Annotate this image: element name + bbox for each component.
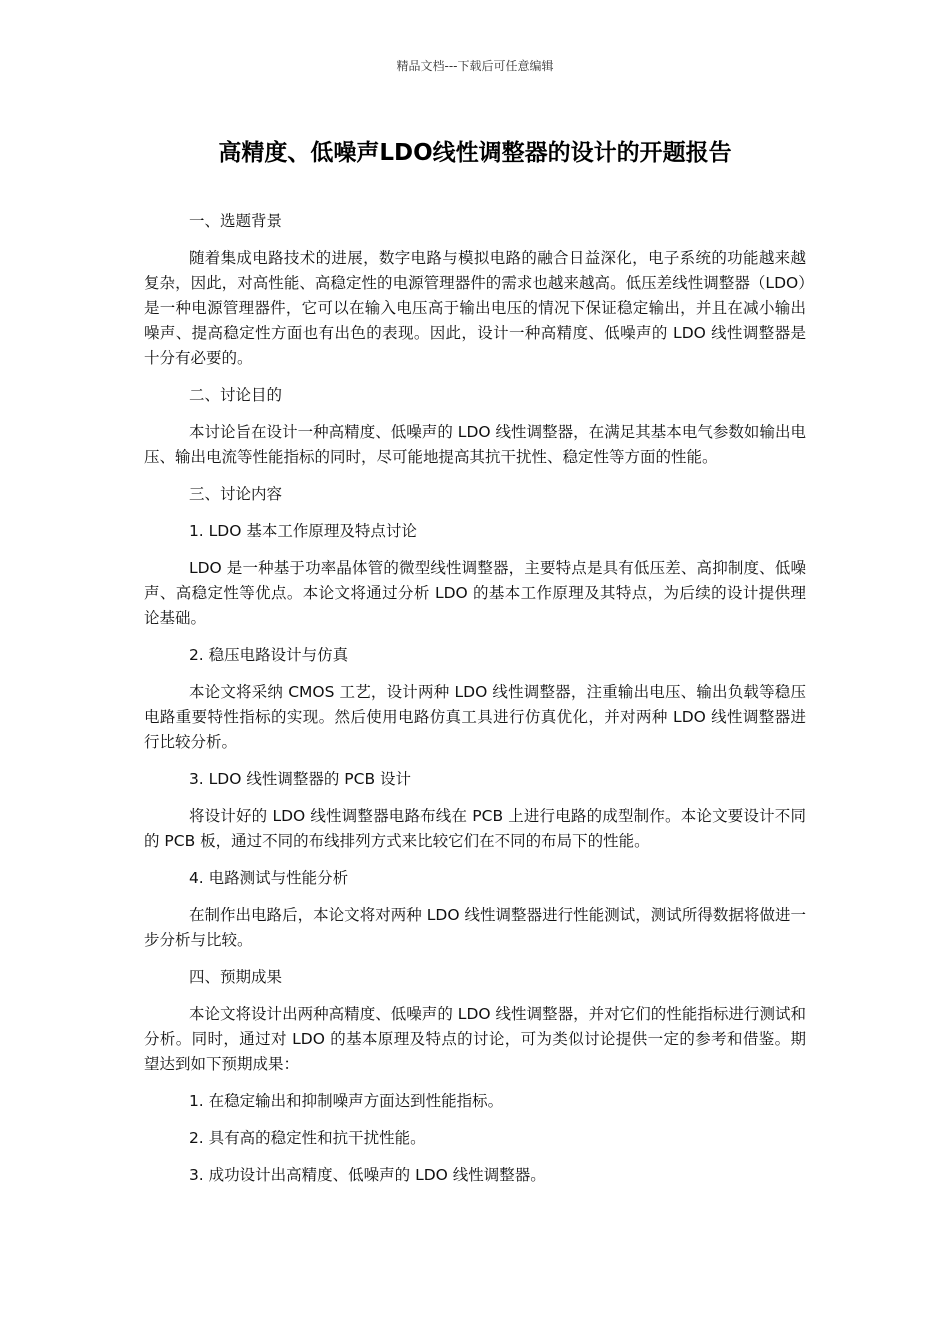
outcome-item: 2. 具有高的稳定性和抗干扰性能。 <box>188 1129 426 1147</box>
outcome-item: 3. 成功设计出高精度、低噪声的 LDO 线性调整器。 <box>188 1166 546 1184</box>
subsection-heading-principle: 1. LDO 基本工作原理及特点讨论 <box>188 522 417 540</box>
section-heading-purpose: 二、讨论目的 <box>188 386 282 404</box>
section-heading-outcomes: 四、预期成果 <box>188 968 282 986</box>
document-title: 高精度、低噪声LDO线性调整器的设计的开题报告 <box>218 140 732 166</box>
paragraph-outcomes: 本论文将设计出两种高精度、低噪声的 LDO 线性调整器，并对它们的性能指标进行测试和分析。同时，通过对 LDO 的基本原理及特点的讨论，可为类似讨论提供一定的参考和借鉴。期望达到如下预期成果： <box>144 1005 806 1073</box>
paragraph-background: 随着集成电路技术的进展，数字电路与模拟电路的融合日益深化，电子系统的功能越来越复杂，因此，对高性能、高稳定性的电源管理器件的需求也越来越高。低压差线性调整器（LDO）是一种电源管理器件，它可以在输入电压高于输出电压的情况下保证稳定输出，并且在减小输出噪声、提高稳定性方面也有出色的表现。因此，设计一种高精度、低噪声的 LDO 线性调整器是十分有必要的。 <box>144 249 806 367</box>
paragraph-pcb: 将设计好的 LDO 线性调整器电路布线在 PCB 上进行电路的成型制作。本论文要设计不同的 PCB 板，通过不同的布线排列方式来比较它们在不同的布局下的性能。 <box>144 807 806 850</box>
paragraph-principle: LDO 是一种基于功率晶体管的微型线性调整器，主要特点是具有低压差、高抑制度、低噪声、高稳定性等优点。本论文将通过分析 LDO 的基本工作原理及其特点，为后续的设计提供理论基础。 <box>144 559 806 627</box>
section-heading-background: 一、选题背景 <box>188 212 282 230</box>
document-body <box>144 209 806 1200</box>
subsection-heading-pcb: 3. LDO 线性调整器的 PCB 设计 <box>188 770 412 788</box>
paragraph-design: 本论文将采纳 CMOS 工艺，设计两种 LDO 线性调整器，注重输出电压、输出负载等稳压电路重要特性指标的实现。然后使用电路仿真工具进行仿真优化，并对两种 LDO 线性调整器进行比较分析。 <box>144 683 806 751</box>
outcome-item: 1. 在稳定输出和抑制噪声方面达到性能指标。 <box>188 1092 504 1110</box>
subsection-heading-testing: 4. 电路测试与性能分析 <box>188 869 349 887</box>
section-heading-content: 三、讨论内容 <box>188 485 282 503</box>
subsection-heading-design: 2. 稳压电路设计与仿真 <box>188 646 349 664</box>
paragraph-testing: 在制作出电路后，本论文将对两种 LDO 线性调整器进行性能测试，测试所得数据将做进一步分析与比较。 <box>144 906 806 949</box>
header-note: 精品文档---下载后可任意编辑 <box>396 59 554 73</box>
paragraph-purpose: 本讨论旨在设计一种高精度、低噪声的 LDO 线性调整器，在满足其基本电气参数如输出电压、输出电流等性能指标的同时，尽可能地提高其抗干扰性、稳定性等方面的性能。 <box>144 423 806 466</box>
